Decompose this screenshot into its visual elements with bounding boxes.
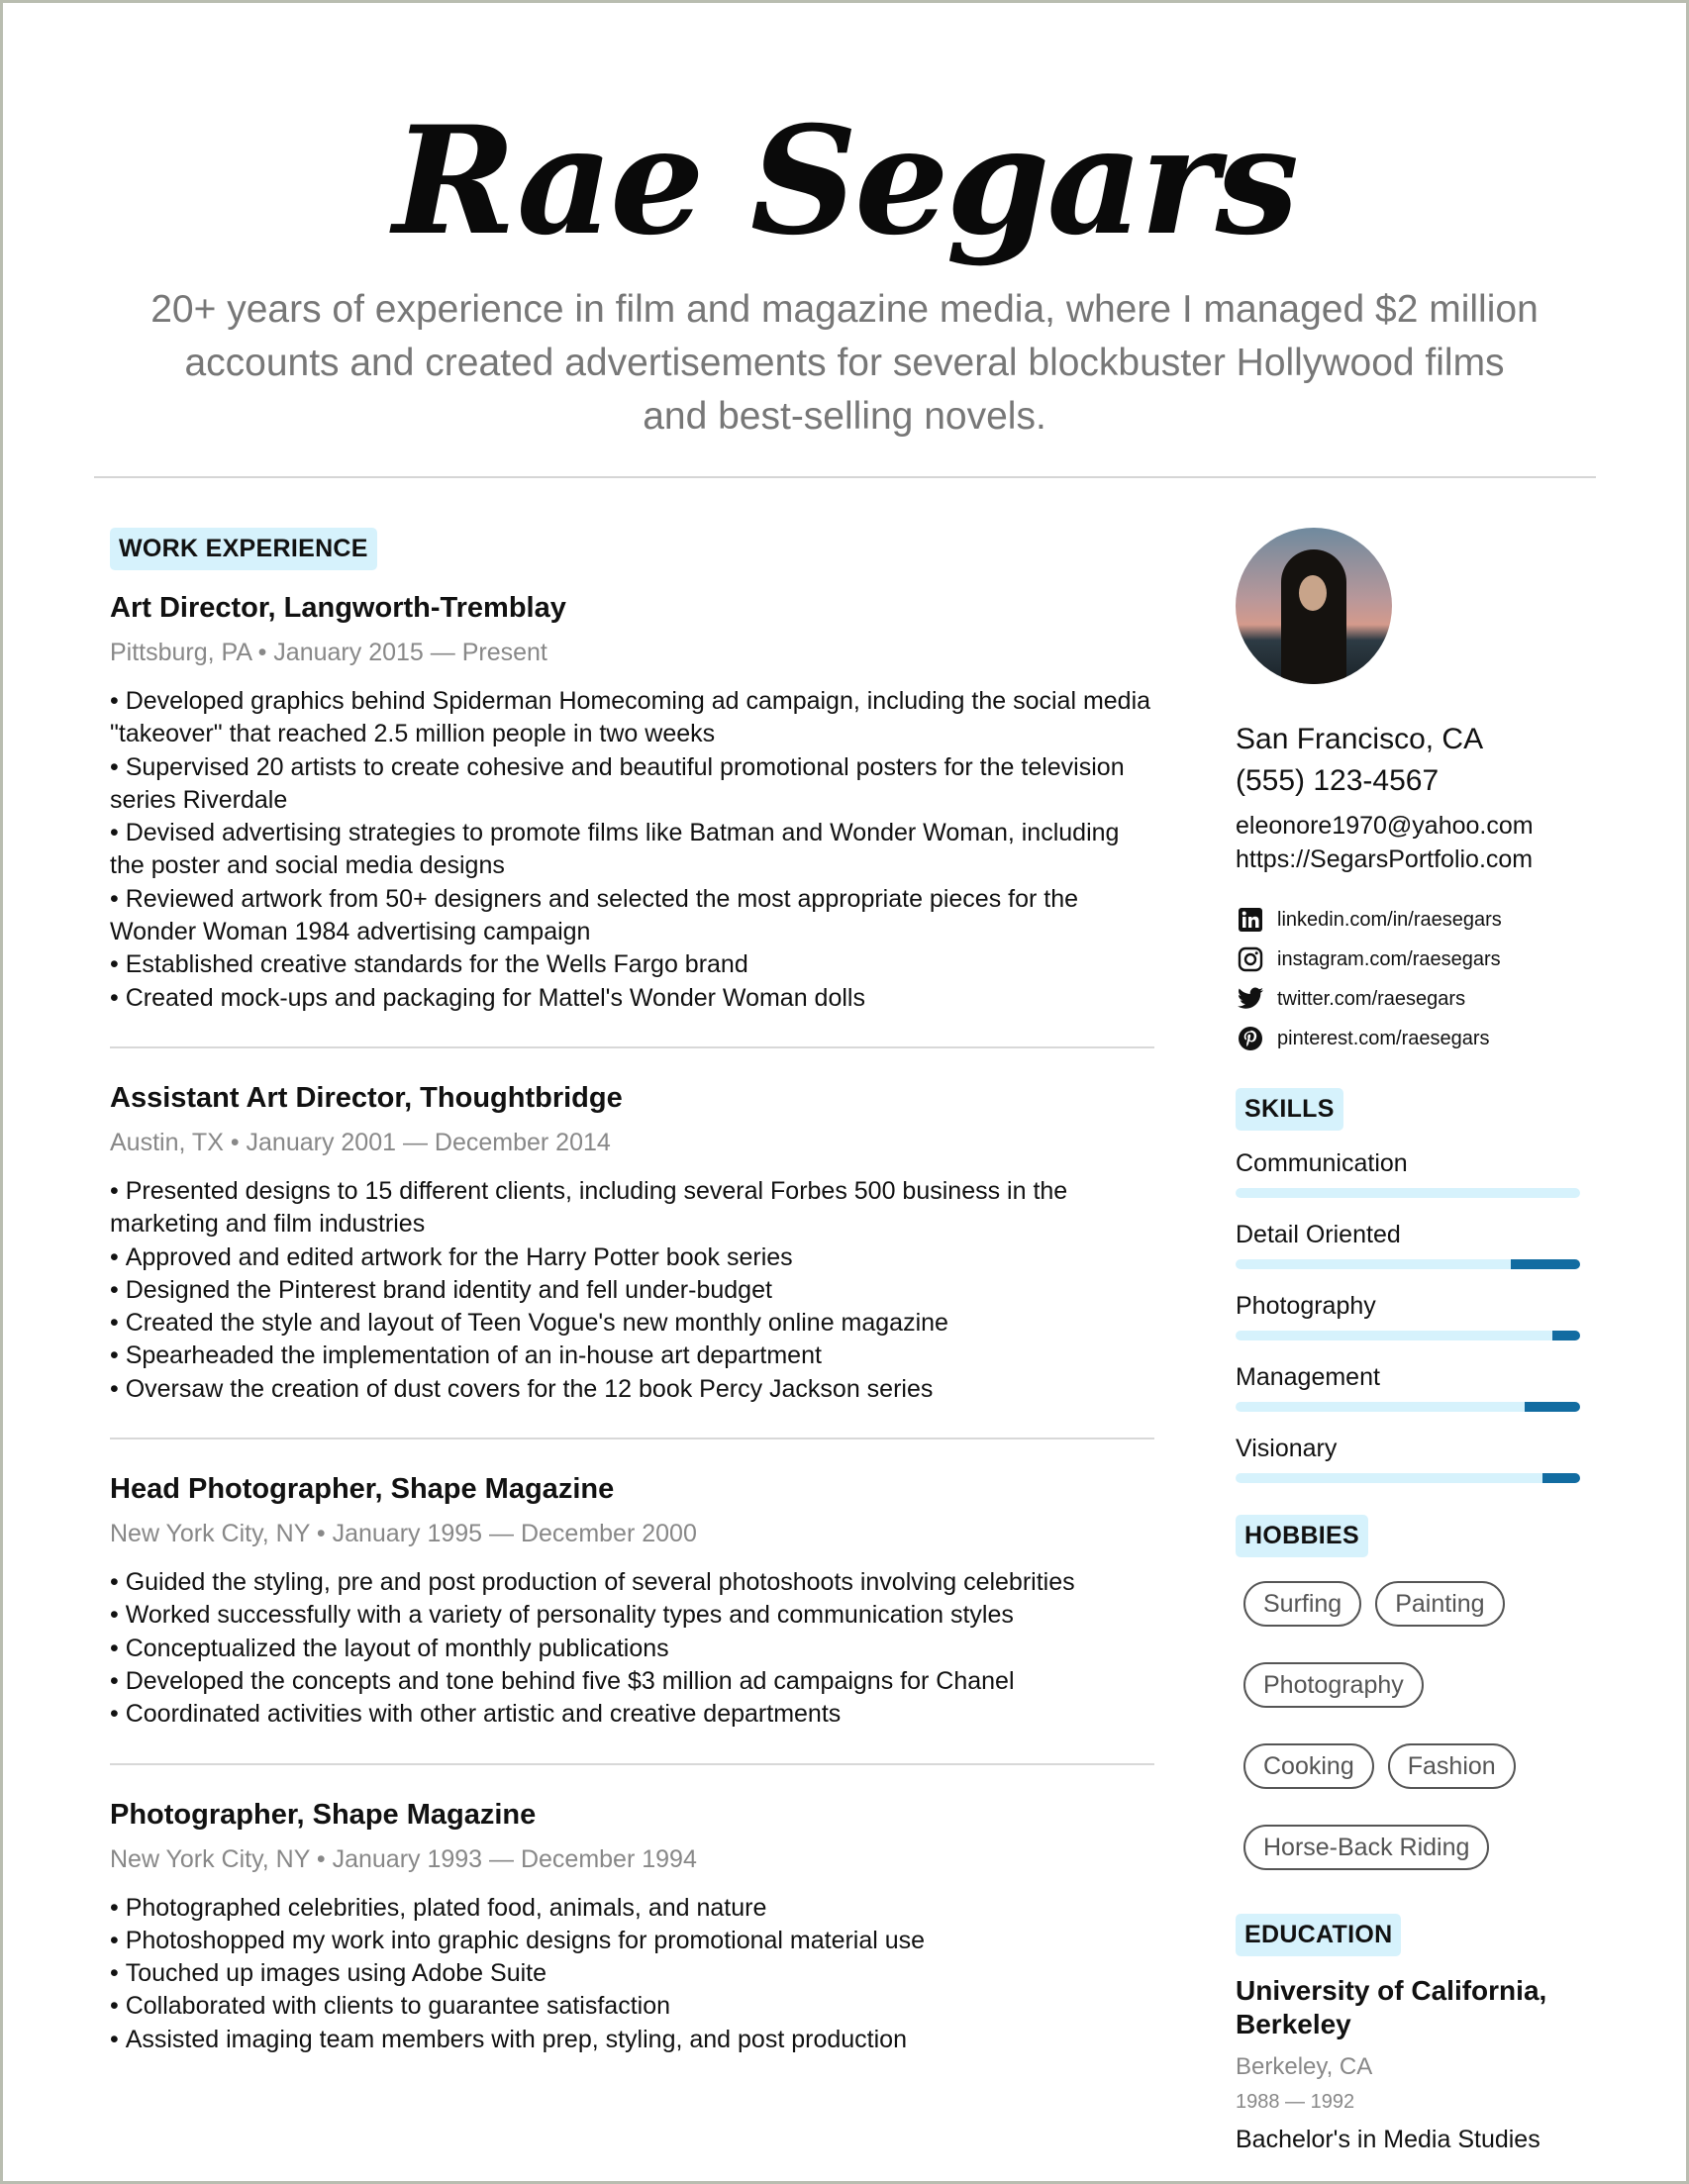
skill-item xyxy=(1236,1362,1582,1412)
work-experience-heading: WORK EXPERIENCE xyxy=(110,528,377,570)
skill-label: Detail Oriented xyxy=(1236,1221,1401,1248)
job-list xyxy=(110,590,1154,2056)
skill-label: Visionary xyxy=(1236,1435,1338,1462)
skill-level-fill xyxy=(1542,1473,1580,1483)
hobby-chip: Photography xyxy=(1243,1662,1424,1708)
candidate-name: Rae Segars xyxy=(392,94,1297,268)
profile-photo xyxy=(1236,528,1392,684)
job-bullet: • Photographed celebrities, plated food, animals, and nature xyxy=(110,1892,1154,1925)
job-bullet: • Assisted imaging team members with prep, styling, and post production xyxy=(110,2024,1154,2056)
skill-level-bar xyxy=(1236,1402,1580,1412)
job-bullet: • Collaborated with clients to guarantee satisfaction xyxy=(110,1990,1154,2023)
photo-subject xyxy=(1281,549,1346,684)
contact-phone: (555) 123-4567 xyxy=(1236,764,1440,797)
education-section xyxy=(1236,1914,1582,2156)
job-title: Assistant Art Director, Thoughtbridge xyxy=(110,1081,623,1114)
contact-website[interactable]: https://SegarsPortfolio.com xyxy=(1236,845,1534,873)
skill-level-bar xyxy=(1236,1259,1580,1269)
job-divider xyxy=(110,1763,1154,1765)
contact-city: San Francisco, CA xyxy=(1236,723,1484,755)
hobby-chip: Cooking xyxy=(1243,1743,1374,1789)
job-bullets xyxy=(110,1566,1154,1731)
education-years: 1988 — 1992 xyxy=(1236,2091,1355,2113)
job-bullet: • Created mock-ups and packaging for Mattel's Wonder Woman dolls xyxy=(110,982,1154,1015)
job-divider xyxy=(110,1046,1154,1048)
skill-level-fill xyxy=(1552,1331,1580,1340)
job-bullet: • Developed graphics behind Spiderman Homecoming ad campaign, including the social media "takeover" that reached 2.5 million people in two weeks xyxy=(110,685,1154,751)
hobbies-heading: HOBBIES xyxy=(1236,1515,1368,1557)
skill-label: Communication xyxy=(1236,1149,1408,1177)
job-divider xyxy=(110,1438,1154,1439)
skill-item xyxy=(1236,1291,1582,1340)
skills-section xyxy=(1236,1088,1582,1483)
social-link-pinterest[interactable] xyxy=(1236,1019,1582,1058)
job-bullet: • Supervised 20 artists to create cohesive and beautiful promotional posters for the television series Riverdale xyxy=(110,751,1154,818)
job-bullets xyxy=(110,1175,1154,1406)
skill-level-bar xyxy=(1236,1188,1580,1198)
job-bullet: • Devised advertising strategies to promote films like Batman and Wonder Woman, including the poster and social media designs xyxy=(110,817,1154,883)
job-entry xyxy=(110,1080,1154,1439)
social-link-text: linkedin.com/in/raesegars xyxy=(1277,908,1502,931)
skill-label: Management xyxy=(1236,1363,1380,1391)
hobbies-section xyxy=(1236,1515,1582,1870)
contact-email[interactable]: eleonore1970@yahoo.com xyxy=(1236,812,1534,840)
job-meta: Pittsburg, PA • January 2015 — Present xyxy=(110,639,547,666)
job-bullet: • Worked successfully with a variety of personality types and communication styles xyxy=(110,1599,1154,1632)
skill-level-bar xyxy=(1236,1331,1580,1340)
job-bullet: • Established creative standards for the Wells Fargo brand xyxy=(110,948,1154,981)
twitter-icon xyxy=(1236,984,1265,1014)
hobby-chip: Horse-Back Riding xyxy=(1243,1825,1489,1870)
skills-heading: SKILLS xyxy=(1236,1088,1343,1131)
job-entry xyxy=(110,1797,1154,2056)
job-meta: Austin, TX • January 2001 — December 2014 xyxy=(110,1128,611,1156)
job-title: Art Director, Langworth-Tremblay xyxy=(110,592,566,624)
skill-level-fill xyxy=(1525,1402,1580,1412)
job-bullets xyxy=(110,1892,1154,2056)
header-divider xyxy=(94,476,1596,478)
job-entry xyxy=(110,590,1154,1048)
job-bullet: • Presented designs to 15 different clients, including several Forbes 500 business in the marketing and film industries xyxy=(110,1175,1154,1241)
skill-level-bar xyxy=(1236,1473,1580,1483)
skill-item xyxy=(1236,1434,1582,1483)
job-bullet: • Oversaw the creation of dust covers for the 12 book Percy Jackson series xyxy=(110,1373,1154,1406)
job-title: Head Photographer, Shape Magazine xyxy=(110,1473,615,1506)
skill-item xyxy=(1236,1220,1582,1269)
education-heading: EDUCATION xyxy=(1236,1914,1401,1956)
social-link-twitter[interactable] xyxy=(1236,979,1582,1019)
job-bullet: • Reviewed artwork from 50+ designers and selected the most appropriate pieces for the Wonder Woman 1984 advertising campaign xyxy=(110,883,1154,949)
professional-summary: 20+ years of experience in film and magazine media, where I managed $2 million accounts and created advertisements for several blockbuster Hollywood films and best-selling novels. xyxy=(150,288,1539,438)
education-degree: Bachelor's in Media Studies xyxy=(1236,2126,1540,2153)
job-bullet: • Conceptualized the layout of monthly publications xyxy=(110,1633,1154,1665)
social-link-text: pinterest.com/raesegars xyxy=(1277,1027,1490,1049)
hobby-chip: Surfing xyxy=(1243,1581,1361,1627)
hobby-chip: Fashion xyxy=(1388,1743,1516,1789)
job-bullet: • Created the style and layout of Teen Vogue's new monthly online magazine xyxy=(110,1307,1154,1340)
photo-face xyxy=(1299,575,1327,611)
job-bullets xyxy=(110,685,1154,1015)
education-city: Berkeley, CA xyxy=(1236,2053,1373,2080)
hobby-chip: Painting xyxy=(1375,1581,1504,1627)
job-meta: New York City, NY • January 1993 — December 1994 xyxy=(110,1844,697,1873)
instagram-icon xyxy=(1236,944,1265,974)
social-links xyxy=(1236,900,1582,1058)
skill-label: Photography xyxy=(1236,1292,1376,1320)
social-link-text: twitter.com/raesegars xyxy=(1277,987,1466,1010)
job-bullet: • Touched up images using Adobe Suite xyxy=(110,1957,1154,1990)
hobby-chips xyxy=(1236,1581,1577,1870)
skill-list xyxy=(1236,1148,1582,1483)
skill-level-fill xyxy=(1511,1259,1580,1269)
linkedin-icon xyxy=(1236,905,1265,935)
job-entry xyxy=(110,1471,1154,1764)
job-bullet: • Approved and edited artwork for the Harry Potter book series xyxy=(110,1241,1154,1274)
job-title: Photographer, Shape Magazine xyxy=(110,1798,537,1831)
job-bullet: • Guided the styling, pre and post production of several photoshoots involving celebrities xyxy=(110,1566,1154,1599)
job-bullet: • Developed the concepts and tone behind five $3 million ad campaigns for Chanel xyxy=(110,1665,1154,1698)
work-experience-column xyxy=(110,528,1154,2056)
social-link-text: instagram.com/raesegars xyxy=(1277,947,1501,970)
job-bullet: • Coordinated activities with other artistic and creative departments xyxy=(110,1698,1154,1731)
education-school: University of California, Berkeley xyxy=(1236,1975,1547,2039)
social-link-instagram[interactable] xyxy=(1236,940,1582,979)
skill-item xyxy=(1236,1148,1582,1198)
social-link-linkedin[interactable] xyxy=(1236,900,1582,940)
job-bullet: • Spearheaded the implementation of an in-house art department xyxy=(110,1340,1154,1372)
job-bullet: • Photoshopped my work into graphic designs for promotional material use xyxy=(110,1925,1154,1957)
job-bullet: • Designed the Pinterest brand identity and fell under-budget xyxy=(110,1274,1154,1307)
sidebar-column xyxy=(1236,528,1582,2156)
job-meta: New York City, NY • January 1995 — December 2000 xyxy=(110,1520,697,1548)
pinterest-icon xyxy=(1236,1024,1265,1053)
